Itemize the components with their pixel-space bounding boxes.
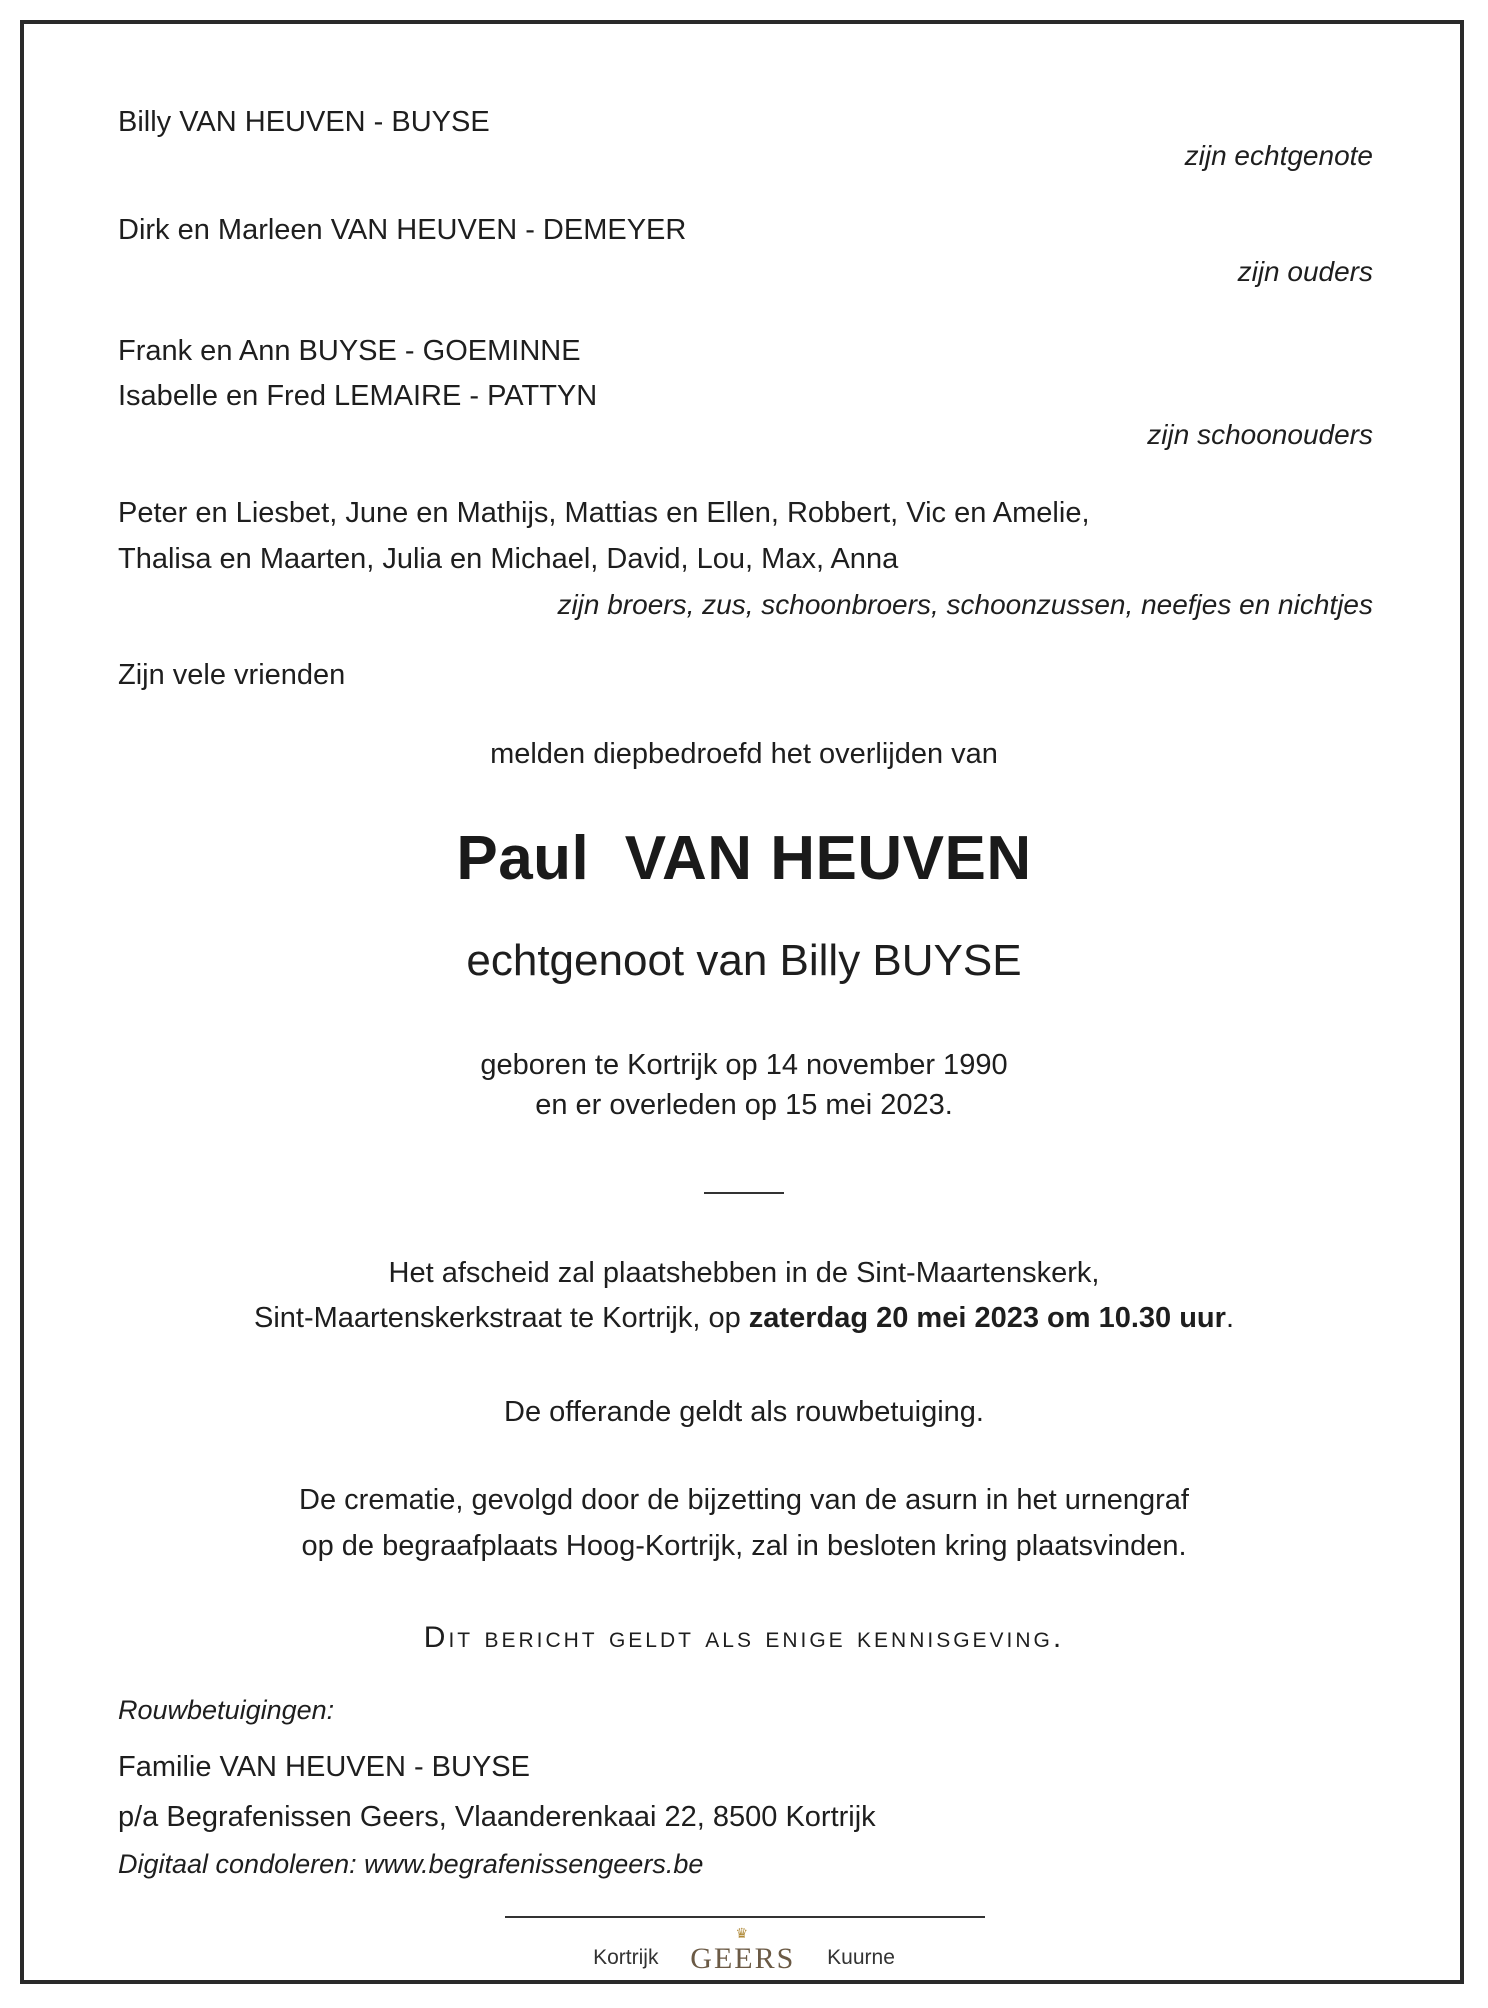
condolences-family: Familie VAN HEUVEN - BUYSE	[118, 1751, 530, 1783]
footer-left-city: Kortrijk	[593, 1946, 659, 1970]
family-name-line: Peter en Liesbet, June en Mathijs, Mattias en Ellen, Robbert, Vic en Amelie,	[118, 497, 1090, 529]
footer-right-city: Kuurne	[827, 1946, 895, 1970]
family-name-line: Isabelle en Fred LEMAIRE - PATTYN	[118, 380, 598, 412]
condolences-digital[interactable]: Digitaal condoleren: www.begrafenissengeers.be	[118, 1849, 704, 1879]
condolences-heading: Rouwbetuigingen:	[118, 1695, 335, 1725]
deceased-name: Paul VAN HEUVEN	[456, 824, 1032, 893]
condolences-address: p/a Begrafenissen Geers, Vlaanderenkaai 22, 8500 Kortrijk	[118, 1801, 876, 1833]
family-name-line: Dirk en Marleen VAN HEUVEN - DEMEYER	[118, 214, 687, 246]
family-name-line: Thalisa en Maarten, Julia en Michael, David, Lou, Max, Anna	[118, 543, 899, 575]
friends-line: Zijn vele vrienden	[118, 659, 346, 691]
crown-icon: ♛	[735, 1927, 751, 1942]
geers-brand-text: GEERS	[690, 1942, 796, 1976]
family-name-line: Billy VAN HEUVEN - BUYSE	[118, 106, 490, 138]
family-relation: zijn broers, zus, schoonbroers, schoonzussen, neefjes en nichtjes	[557, 589, 1373, 620]
birth-line: geboren te Kortrijk op 14 november 1990	[480, 1049, 1008, 1081]
family-relation: zijn ouders	[1237, 256, 1373, 287]
notice-line: Dit bericht geldt als enige kennisgeving.	[423, 1621, 1065, 1654]
farewell-end: .	[1225, 1302, 1234, 1334]
farewell-line-2	[0, 1300, 1488, 1336]
geers-logo	[690, 1927, 796, 1976]
announcement: melden diepbedroefd het overlijden van	[490, 738, 998, 770]
page-border	[20, 20, 1464, 1984]
cremation-line-1: De crematie, gevolgd door de bijzetting van de asurn in het urnengraf	[299, 1484, 1189, 1516]
death-line: en er overleden op 15 mei 2023.	[535, 1089, 953, 1121]
section-divider	[704, 1192, 784, 1194]
family-relation: zijn schoonouders	[1147, 419, 1373, 450]
spouse-line: echtgenoot van Billy BUYSE	[466, 936, 1022, 985]
family-relation: zijn echtgenote	[1184, 140, 1373, 171]
farewell-datetime: zaterdag 20 mei 2023 om 10.30 uur	[748, 1302, 1226, 1334]
footer-logo	[0, 1927, 1488, 1976]
farewell-location: Sint-Maartenskerkstraat te Kortrijk, op	[254, 1302, 749, 1334]
offering-line: De offerande geldt als rouwbetuiging.	[504, 1396, 984, 1428]
farewell-line-1: Het afscheid zal plaatshebben in de Sint-Maartenskerk,	[388, 1257, 1100, 1289]
footer-rule	[505, 1916, 985, 1918]
cremation-line-2: op de begraafplaats Hoog-Kortrijk, zal in besloten kring plaatsvinden.	[301, 1530, 1187, 1562]
family-name-line: Frank en Ann BUYSE - GOEMINNE	[118, 335, 581, 367]
